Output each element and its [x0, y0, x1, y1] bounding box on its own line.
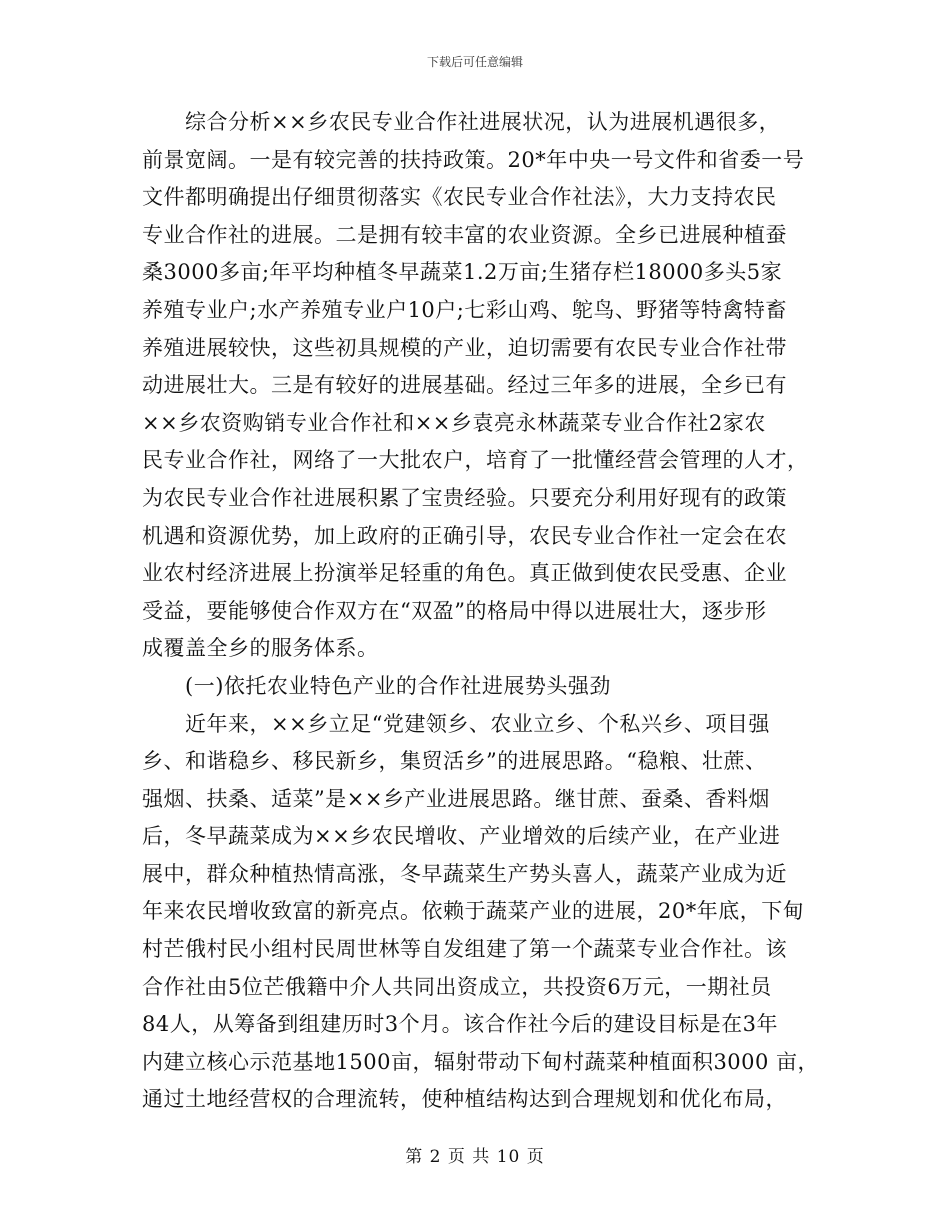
text-line: 养殖专业户;水产养殖专业户10户;七彩山鸡、鸵鸟、野猪等特禽特畜 [142, 297, 787, 322]
text-line: 文件都明确提出仔细贯彻落实《农民专业合作社法》，大力支持农民 [142, 185, 777, 210]
text-line: 为农民专业合作社进展积累了宝贵经验。只要充分利用好现有的政策 [142, 485, 787, 510]
text-line: 机遇和资源优势，加上政府的正确引导，农民专业合作社一定会在农 [142, 523, 787, 548]
text-line: (一)依托农业特色产业的合作社进展势头强劲 [142, 673, 611, 698]
text-line: 动进展壮大。三是有较好的进展基础。经过三年多的进展，全乡已有 [142, 373, 787, 398]
text-line: 84人，从筹备到组建历时3个月。该合作社今后的建设目标是在3年 [142, 1012, 778, 1037]
text-line: 村芒俄村民小组村民周世林等自发组建了第一个蔬菜专业合作社。该 [142, 937, 787, 962]
text-line: 养殖进展较快，这些初具规模的产业，迫切需要有农民专业合作社带 [142, 335, 787, 360]
text-line: 强烟、扶桑、适菜”是××乡产业进展思路。继甘蔗、蚕桑、香料烟 [142, 786, 770, 811]
text-line: 民专业合作社，网络了一大批农户，培育了一批懂经营会管理的人才， [142, 448, 809, 473]
page-footer: 第 2 页 共 10 页 [405, 1147, 545, 1167]
text-line: 前景宽阔。一是有较完善的扶持政策。20*年中央一号文件和省委一号 [142, 147, 805, 172]
text-line: 通过土地经营权的合理流转，使种植结构达到合理规划和优化布局， [142, 1087, 787, 1112]
text-line: 后，冬早蔬菜成为××乡农民增收、产业增效的后续产业，在产业进 [142, 824, 781, 849]
text-line: 展中，群众种植热情高涨，冬早蔬菜生产势头喜人，蔬菜产业成为近 [142, 861, 787, 886]
text-line: 桑3000多亩;年平均种植冬早蔬菜1.2万亩;生猪存栏18000多头5家 [142, 260, 783, 285]
text-line: 乡、和谐稳乡、移民新乡，集贸活乡”的进展思路。“稳粮、壮蔗、 [142, 749, 767, 774]
text-line: 受益，要能够使合作双方在“双盈”的格局中得以进展壮大，逐步形 [142, 598, 767, 623]
text-line: 业农村经济进展上扮演举足轻重的角色。真正做到使农民受惠、企业 [142, 561, 787, 586]
text-line: 综合分析××乡农民专业合作社进展状况，认为进展机遇很多， [142, 110, 781, 134]
text-line: ××乡农资购销专业合作社和××乡袁亮永林蔬菜专业合作社2家农 [142, 410, 766, 435]
header-note: 下载后可任意编辑 [426, 55, 523, 69]
text-line: 近年来，××乡立足“党建领乡、农业立乡、个私兴乡、项目强 [142, 711, 770, 736]
text-line: 合作社由5位芒俄籍中介人共同出资成立，共投资6万元，一期社员 [142, 974, 772, 999]
text-line: 年来农民增收致富的新亮点。依赖于蔬菜产业的进展，20*年底，下甸 [142, 899, 805, 924]
text-line: 专业合作社的进展。二是拥有较丰富的农业资源。全乡已进展种植蚕 [142, 222, 787, 247]
document-body [142, 104, 820, 1119]
text-line: 内建立核心示范基地1500亩，辐射带动下甸村蔬菜种植面积3000 亩， [142, 1049, 820, 1074]
text-line: 成覆盖全乡的服务体系。 [142, 636, 379, 661]
